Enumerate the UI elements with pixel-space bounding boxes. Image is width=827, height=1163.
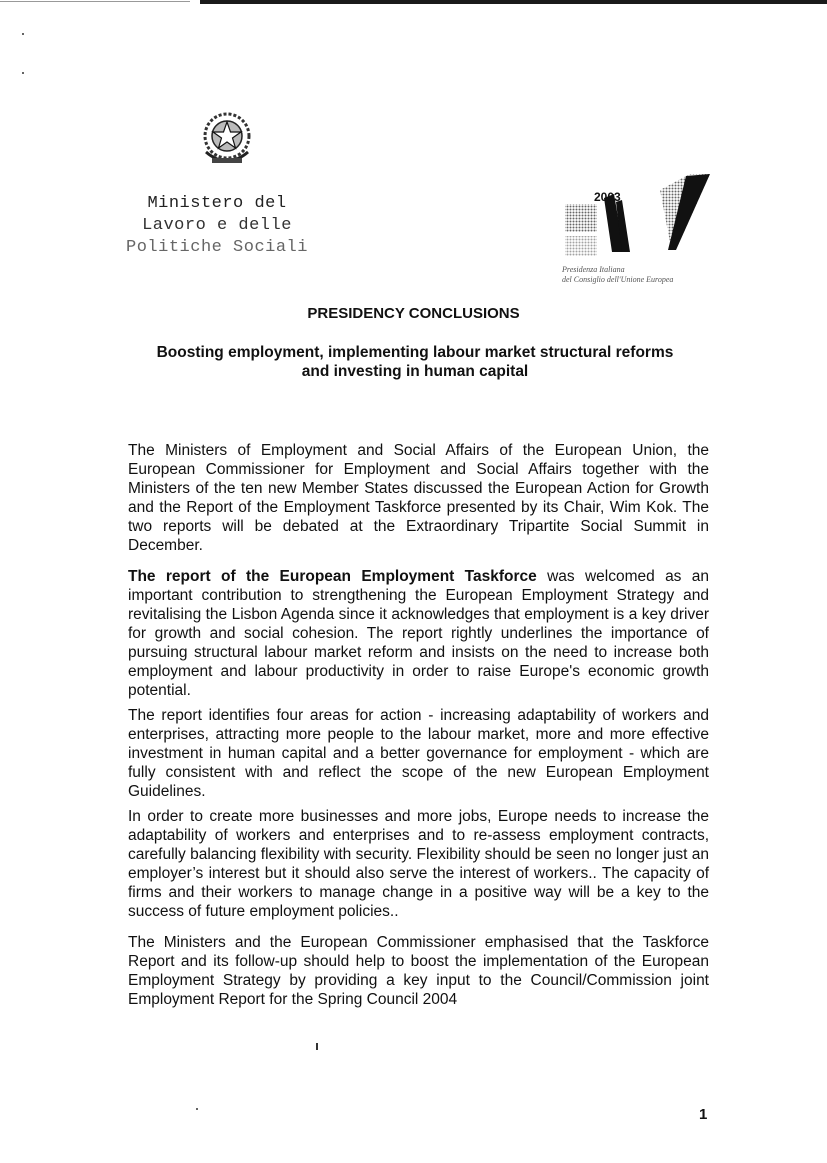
- paragraph-text: The Ministers and the European Commissioner emphasised that the Taskforce Report and its follow-up should help to boost the implementation of the European Employment Strategy by providing a key input to the Council/Commission joint Employment Report for the Spring Council 2004: [128, 934, 709, 1008]
- eu-caption-line: Presidenza Italiana: [562, 265, 625, 274]
- ministry-line: Politiche Sociali: [126, 238, 308, 257]
- paragraph: [128, 567, 709, 700]
- scan-edge-line: [0, 1, 190, 2]
- paragraph: [128, 706, 709, 801]
- document-subtitle: [120, 343, 710, 381]
- scan-speck: [316, 1043, 318, 1050]
- ministry-line: Lavoro e delle: [142, 216, 292, 235]
- paragraph-text: In order to create more businesses and more jobs, Europe needs to increase the adaptability of workers and enterprises and to re-assess employment contracts, carefully balancing flexibility with security. Flexibility should be seen no longer just an employer’s interest but it should also serve the interest of workers.. The capacity of firms and their workers to manage change in a positive way will be a key to the success of future employment policies..: [128, 808, 709, 920]
- paragraph-text: The Ministers of Employment and Social Affairs of the European Union, the European Commissioner for Employment and Social Affairs together with the Ministers of the ten new Member States discussed the European Action for Growth and the Report of the Employment Taskforce presented by its Chair, Wim Kok. The two reports will be debated at the Extraordinary Tripartite Social Summit in December.: [128, 442, 709, 554]
- eu-logo-caption: [562, 265, 722, 285]
- italian-republic-emblem-icon: [198, 108, 256, 170]
- eu-logo-year: 2003: [594, 190, 621, 204]
- subtitle-line: Boosting employment, implementing labour market structural reforms: [156, 344, 674, 361]
- paragraph: [128, 933, 709, 1009]
- scan-speck: [22, 72, 24, 74]
- ministry-name: [112, 193, 322, 259]
- document-body: [128, 441, 709, 1009]
- scan-speck: [22, 33, 24, 35]
- eu-caption-line: del Consiglio dell'Unione Europea: [562, 275, 674, 284]
- scan-top-border: [200, 0, 827, 4]
- scan-speck: [196, 1108, 198, 1110]
- paragraph-text: was welcomed as an important contribution to strengthening the European Employment Strategy and revitalising the Lisbon Agenda since it acknowledges that employment is a key driver for growth and social cohesion. The report rightly underlines the importance of pursuing structural labour market reform and insists on the need to increase both employment and labour productivity in order to raise Europe's economic growth potential.: [128, 568, 709, 699]
- page-number: 1: [699, 1106, 708, 1123]
- eu-presidency-logo: [560, 172, 715, 262]
- paragraph-lead: The report of the European Employment Taskforce: [128, 568, 537, 585]
- document-title: PRESIDENCY CONCLUSIONS: [307, 305, 520, 322]
- paragraph: [128, 441, 709, 555]
- subtitle-line: and investing in human capital: [301, 363, 529, 380]
- paragraph: [128, 807, 709, 921]
- paragraph-text: The report identifies four areas for action - increasing adaptability of workers and enterprises, attracting more people to the labour market, more and more effective investment in human capital and a better governance for employment - which are fully consistent with and reflect the scope of the new European Employment Guidelines.: [128, 707, 709, 800]
- ministry-line: Ministero del: [147, 194, 287, 213]
